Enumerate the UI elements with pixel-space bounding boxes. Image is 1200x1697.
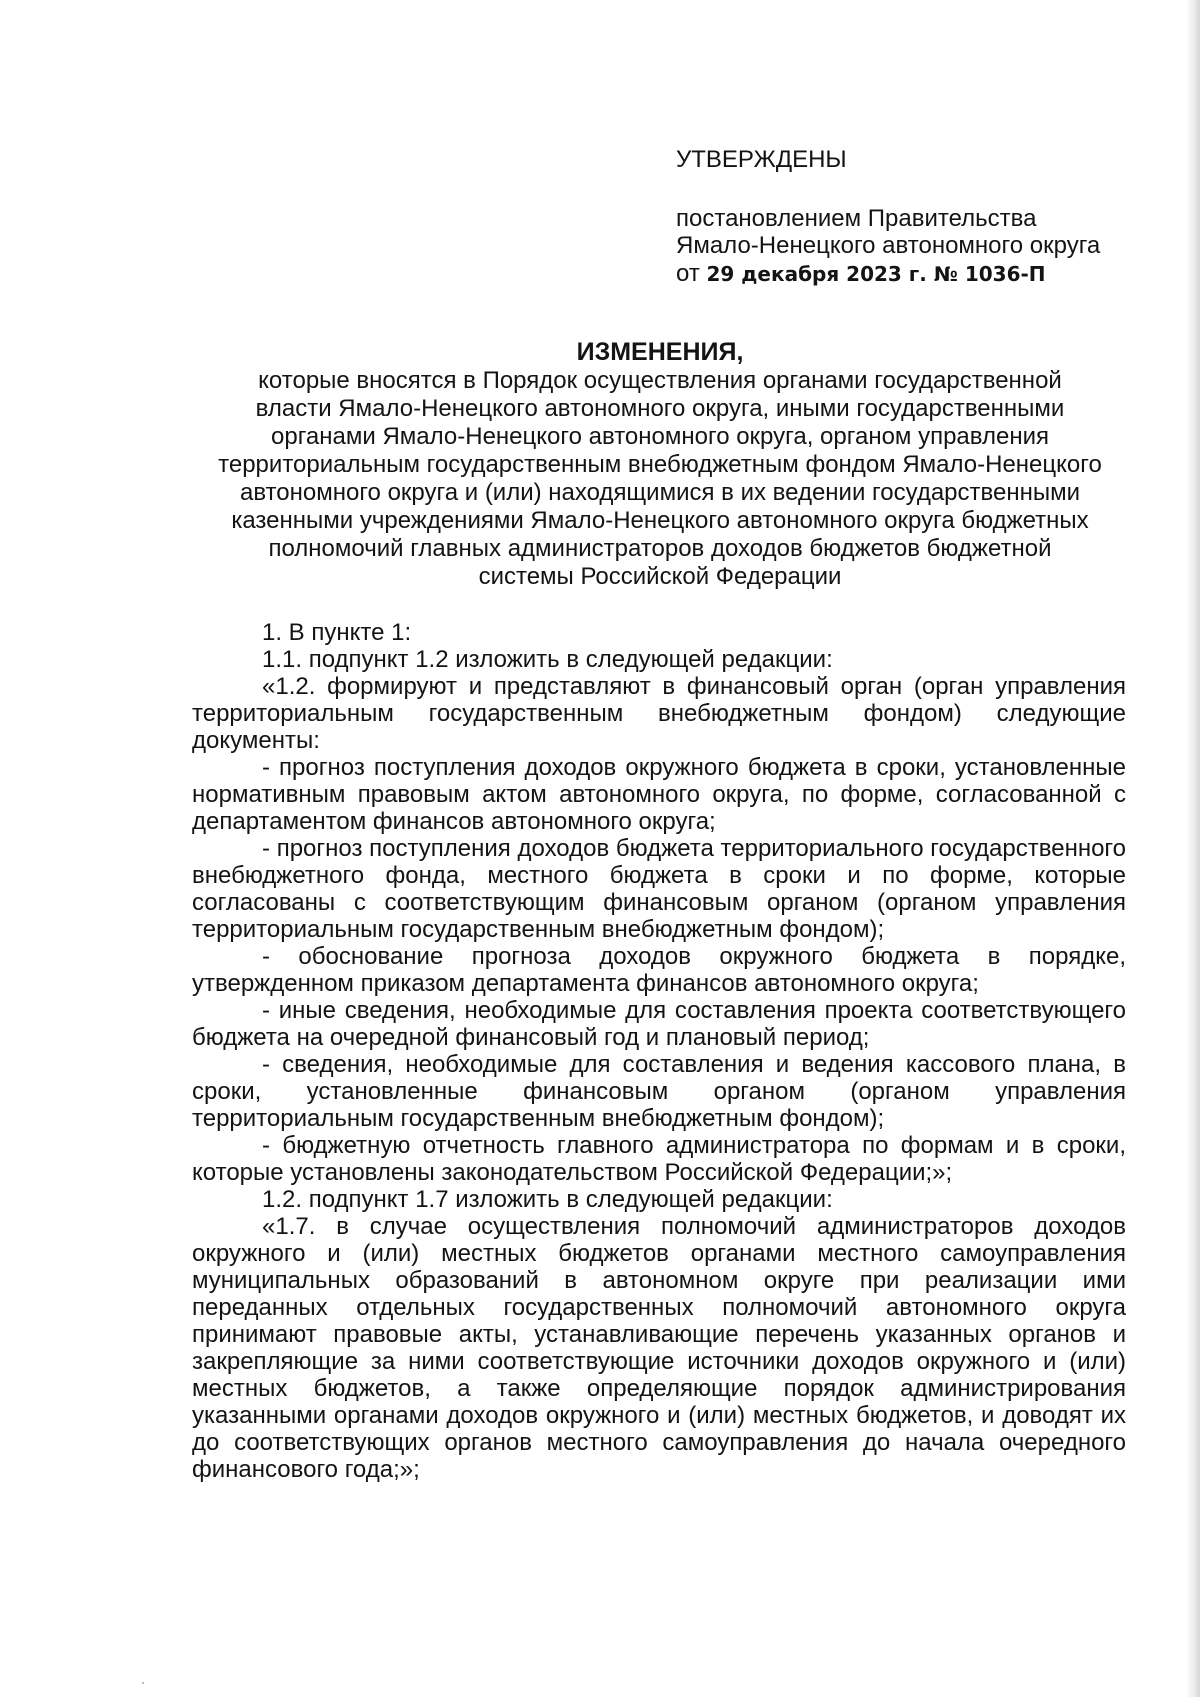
body-paragraph: - обоснование прогноза доходов окружного бюджета в порядке, утвержденном приказом департамента финансов автономного округа; xyxy=(192,943,1126,997)
document-body xyxy=(192,619,1126,1483)
subtitle-line: территориальным государственным внебюджетным фондом Ямало-Ненецкого xyxy=(218,451,1102,478)
subtitle-line: автономного округа и (или) находящимися в их ведении государственными xyxy=(239,479,1080,506)
body-paragraph: 1.2. подпункт 1.7 изложить в следующей редакции: xyxy=(262,1186,833,1213)
body-paragraph: - прогноз поступления доходов бюджета территориального государственного внебюджетного фонда, местного бюджета в сроки и по форме, которые согласованы с соответствующим финансовым органом (органом управления территориальным государственным внебюджетным фондом); xyxy=(192,835,1126,943)
document-title: ИЗМЕНЕНИЯ, xyxy=(576,338,744,366)
body-paragraph: - иные сведения, необходимые для составления проекта соответствующего бюджета на очередной финансовый год и плановый период; xyxy=(192,997,1126,1051)
body-paragraph: «1.2. формируют и представляют в финансовый орган (орган управления территориальным государственным внебюджетным фондом) следующие документы: xyxy=(192,673,1126,754)
approval-line-1: постановлением Правительства xyxy=(676,205,1037,232)
approval-line-3 xyxy=(676,260,1046,288)
subtitle-line: системы Российской Федерации xyxy=(478,563,842,590)
approval-label: УТВЕРЖДЕНЫ xyxy=(676,146,847,173)
body-paragraph: 1.1. подпункт 1.2 изложить в следующей редакции: xyxy=(262,646,833,673)
subtitle-line: органами Ямало-Ненецкого автономного округа, органом управления xyxy=(271,423,1049,450)
approval-date-prefix: от xyxy=(676,260,707,287)
subtitle-line: казенными учреждениями Ямало-Ненецкого автономного округа бюджетных xyxy=(231,507,1089,534)
body-paragraph: «1.7. в случае осуществления полномочий администраторов доходов окружного и (или) местных бюджетов органами местного самоуправления муниципальных образований в автономном округе при реализации ими переданных отдельных государственных полномочий автономного округа принимают правовые акты, устанавливающие перечень указанных органов и закрепляющие за ними соответствующие источники доходов окружного и (или) местных бюджетов, а также определяющие порядок администрирования указанными органами доходов окружного и (или) местных бюджетов, и доводят их до соответствующих органов местного самоуправления до начала очередного финансового года;»; xyxy=(192,1213,1126,1483)
scan-artifact xyxy=(142,1682,144,1684)
body-paragraph: 1. В пункте 1: xyxy=(262,619,412,646)
body-paragraph: - сведения, необходимые для составления и ведения кассового плана, в сроки, установленные финансовым органом (органом управления территориальным государственным внебюджетным фондом); xyxy=(192,1051,1126,1132)
body-paragraph: - бюджетную отчетность главного администратора по формам и в сроки, которые установлены законодательством Российской Федерации;»; xyxy=(192,1132,1126,1186)
approval-line-2: Ямало-Ненецкого автономного округа xyxy=(676,232,1101,259)
approval-date-number: 29 декабря 2023 г. № 1036-П xyxy=(706,262,1046,286)
body-paragraph: - прогноз поступления доходов окружного бюджета в сроки, установленные нормативным правовым актом автономного округа, по форме, согласованной с департаментом финансов автономного округа; xyxy=(192,754,1126,835)
page-edge-shadow xyxy=(1186,0,1200,1697)
subtitle-line: власти Ямало-Ненецкого автономного округа, иными государственными xyxy=(255,395,1065,422)
subtitle-line: полномочий главных администраторов доходов бюджетов бюджетной xyxy=(268,535,1052,562)
subtitle-line: которые вносятся в Порядок осуществления органами государственной xyxy=(258,367,1062,394)
